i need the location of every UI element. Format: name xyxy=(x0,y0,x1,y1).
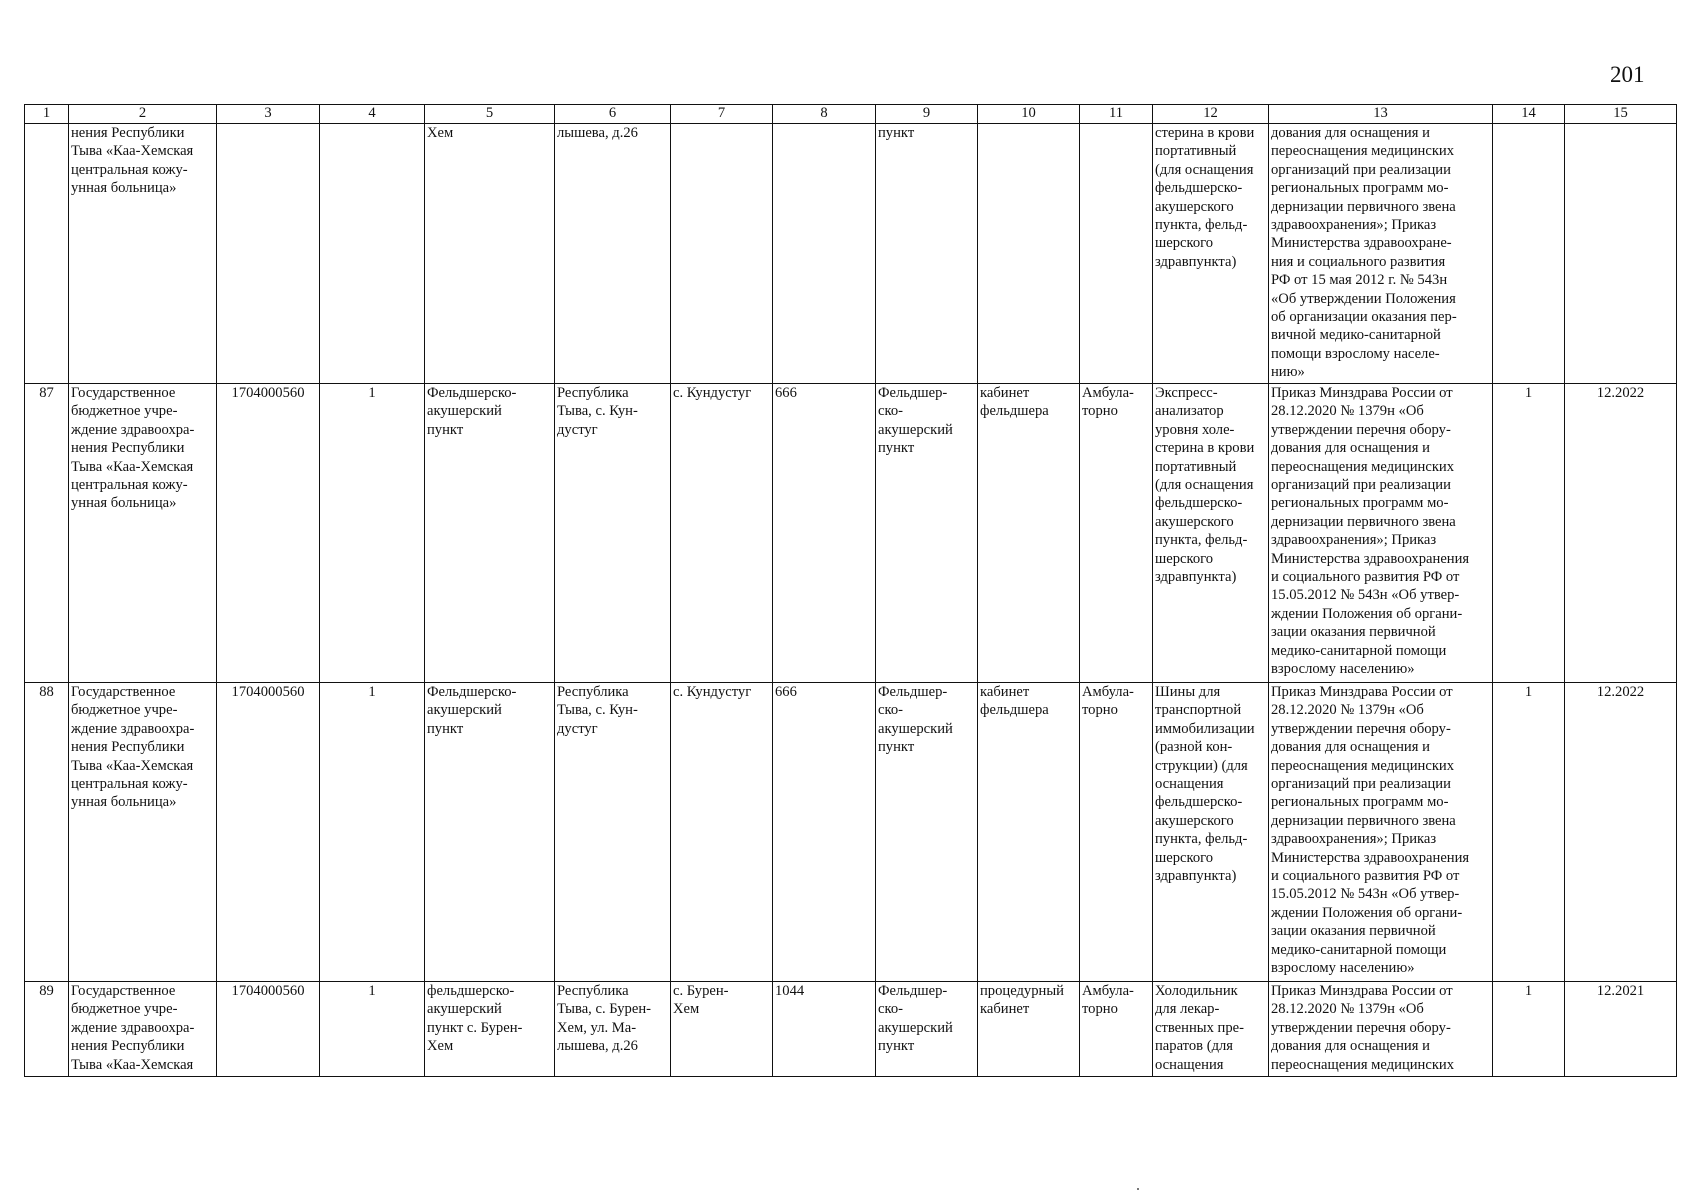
table-cell-col-11 xyxy=(1080,982,1153,1077)
table-cell-col-10 xyxy=(978,683,1080,982)
table-cell-col-8 xyxy=(773,124,876,384)
cell-text: Государственное бюджетное учре- ждение здравоохра- нения Республики Тыва «Каа-Хемская центральная кожу- унная больница» xyxy=(71,385,195,512)
table-cell-col-12 xyxy=(1153,982,1269,1077)
cell-text: с. Кундустуг xyxy=(673,385,752,401)
table-cell-col-3 xyxy=(217,384,320,683)
column-header-5: 5 xyxy=(425,105,555,124)
table-cell-col-9 xyxy=(876,124,978,384)
table-cell-col-9 xyxy=(876,683,978,982)
scan-speck xyxy=(1137,1188,1139,1190)
column-header-9: 9 xyxy=(876,105,978,124)
cell-text: процедурный кабинет xyxy=(980,983,1064,1018)
table-cell-col-5 xyxy=(425,982,555,1077)
column-header-13: 13 xyxy=(1269,105,1493,124)
table-cell-col-6 xyxy=(555,982,671,1077)
table-cell-col-2 xyxy=(69,124,217,384)
table-cell-col-7 xyxy=(671,683,773,982)
table-cell-col-10 xyxy=(978,384,1080,683)
cell-text: 87 xyxy=(39,385,54,401)
column-header-12: 12 xyxy=(1153,105,1269,124)
table-cell-col-6 xyxy=(555,124,671,384)
table-cell-col-10 xyxy=(978,982,1080,1077)
table-cell-col-1 xyxy=(25,384,69,683)
cell-text: 1 xyxy=(368,385,376,401)
table-cell-col-15 xyxy=(1565,384,1677,683)
column-header-2: 2 xyxy=(69,105,217,124)
cell-text: 1 xyxy=(368,684,376,700)
cell-text: дования для оснащения и переоснащения медицинских организаций при реализации региональных программ мо- дернизации первичного звена здравоохранения»; Приказ Министерства здравоохране- ния и социального развития РФ от 15 мая 2012 г. № 543н «Об утверждении Положения об организации оказания пер- вичной медико-санитарной помощи взрослому населе- нию» xyxy=(1271,125,1457,381)
cell-text: Шины для транспортной иммобилизации (разной кон- струкции) (для оснащения фельдшерско- акушерского пункта, фельд- шерского здравпункта) xyxy=(1155,684,1255,885)
table-cell-col-10 xyxy=(978,124,1080,384)
table-cell-col-3 xyxy=(217,982,320,1077)
table-row xyxy=(25,982,1677,1077)
table-cell-col-9 xyxy=(876,384,978,683)
table-cell-col-11 xyxy=(1080,384,1153,683)
table-cell-col-2 xyxy=(69,982,217,1077)
cell-text: 1704000560 xyxy=(231,385,305,401)
cell-text: Фельдшерско- акушерский пункт xyxy=(427,385,517,438)
table-cell-col-4 xyxy=(320,124,425,384)
table-cell-col-4 xyxy=(320,982,425,1077)
table-cell-col-6 xyxy=(555,683,671,982)
cell-text: Республика Тыва, с. Бурен- Хем, ул. Ма- лышева, д.26 xyxy=(557,983,651,1055)
cell-text: Амбула- торно xyxy=(1082,385,1134,420)
cell-text: 666 xyxy=(775,684,797,700)
cell-text: кабинет фельдшера xyxy=(980,684,1049,719)
table-row xyxy=(25,124,1677,384)
table-cell-col-3 xyxy=(217,683,320,982)
column-header-3: 3 xyxy=(217,105,320,124)
cell-text: 1 xyxy=(368,983,376,999)
table-cell-col-5 xyxy=(425,384,555,683)
cell-text: 666 xyxy=(775,385,797,401)
table-row xyxy=(25,384,1677,683)
cell-text: Экспресс- анализатор уровня холе- стерина в крови портативный (для оснащения фельдшерско- акушерского пункта, фельд- шерского здравпункта) xyxy=(1155,385,1255,586)
cell-text: Амбула- торно xyxy=(1082,684,1134,719)
cell-text: Фельдшер- ско- акушерский пункт xyxy=(878,684,953,756)
table-cell-col-12 xyxy=(1153,124,1269,384)
cell-text: Приказ Минздрава России от 28.12.2020 № 1379н «Об утверждении перечня обору- дования для оснащения и переоснащения медицинских xyxy=(1271,983,1455,1073)
table-cell-col-14 xyxy=(1493,124,1565,384)
column-header-15: 15 xyxy=(1565,105,1677,124)
equipment-table xyxy=(24,104,1677,1077)
cell-text: 12.2021 xyxy=(1596,983,1645,999)
cell-text: 88 xyxy=(39,684,54,700)
table-cell-col-13 xyxy=(1269,384,1493,683)
cell-text: с. Бурен- Хем xyxy=(673,983,729,1018)
cell-text: лышева, д.26 xyxy=(557,125,638,141)
cell-text: фельдшерско- акушерский пункт с. Бурен- Хем xyxy=(427,983,523,1055)
table-cell-col-12 xyxy=(1153,683,1269,982)
cell-text: пункт xyxy=(878,125,915,141)
table-cell-col-1 xyxy=(25,124,69,384)
cell-text: Государственное бюджетное учре- ждение здравоохра- нения Республики Тыва «Каа-Хемская центральная кожу- унная больница» xyxy=(71,684,195,811)
table-cell-col-15 xyxy=(1565,683,1677,982)
cell-text: Государственное бюджетное учре- ждение здравоохра- нения Республики Тыва «Каа-Хемская xyxy=(71,983,195,1073)
table-row xyxy=(25,683,1677,982)
table-cell-col-4 xyxy=(320,384,425,683)
column-header-1: 1 xyxy=(25,105,69,124)
column-number-row xyxy=(25,105,1677,124)
table-cell-col-11 xyxy=(1080,124,1153,384)
table-cell-col-4 xyxy=(320,683,425,982)
cell-text: 1044 xyxy=(775,983,805,999)
column-header-10: 10 xyxy=(978,105,1080,124)
table-cell-col-8 xyxy=(773,384,876,683)
cell-text: Хем xyxy=(427,125,454,141)
table-cell-col-14 xyxy=(1493,384,1565,683)
cell-text: нения Республики Тыва «Каа-Хемская центральная кожу- унная больница» xyxy=(71,125,194,197)
cell-text: стерина в крови портативный (для оснащения фельдшерско- акушерского пункта, фельд- шерского здравпункта) xyxy=(1155,125,1255,270)
table-cell-col-3 xyxy=(217,124,320,384)
cell-text: 89 xyxy=(39,983,54,999)
cell-text: Республика Тыва, с. Кун- дустуг xyxy=(557,684,638,737)
cell-text: 12.2022 xyxy=(1596,385,1645,401)
table-cell-col-1 xyxy=(25,683,69,982)
cell-text: кабинет фельдшера xyxy=(980,385,1049,420)
table-cell-col-5 xyxy=(425,124,555,384)
cell-text: 1 xyxy=(1524,684,1533,700)
column-header-14: 14 xyxy=(1493,105,1565,124)
table-cell-col-15 xyxy=(1565,124,1677,384)
column-header-4: 4 xyxy=(320,105,425,124)
table-cell-col-12 xyxy=(1153,384,1269,683)
cell-text: Фельдшер- ско- акушерский пункт xyxy=(878,385,953,457)
column-header-8: 8 xyxy=(773,105,876,124)
cell-text: с. Кундустуг xyxy=(673,684,752,700)
table-cell-col-2 xyxy=(69,683,217,982)
cell-text: 1 xyxy=(1524,983,1533,999)
table-cell-col-8 xyxy=(773,982,876,1077)
column-header-6: 6 xyxy=(555,105,671,124)
table-cell-col-13 xyxy=(1269,124,1493,384)
cell-text: 1704000560 xyxy=(231,983,305,999)
column-header-7: 7 xyxy=(671,105,773,124)
column-header-11: 11 xyxy=(1080,105,1153,124)
table-cell-col-5 xyxy=(425,683,555,982)
table-cell-col-7 xyxy=(671,384,773,683)
table-cell-col-14 xyxy=(1493,982,1565,1077)
table-cell-col-15 xyxy=(1565,982,1677,1077)
table-cell-col-8 xyxy=(773,683,876,982)
cell-text: Амбула- торно xyxy=(1082,983,1134,1018)
cell-text: Холодильник для лекар- ственных пре- паратов (для оснащения xyxy=(1155,983,1244,1073)
page-number: 201 xyxy=(1610,62,1645,87)
cell-text: Фельдшер- ско- акушерский пункт xyxy=(878,983,953,1055)
cell-text: 12.2022 xyxy=(1596,684,1645,700)
cell-text: Приказ Минздрава России от 28.12.2020 № 1379н «Об утверждении перечня обору- дования для оснащения и переоснащения медицинских организаций при реализации региональных программ мо- дернизации первичного звена здравоохранения»; Приказ Министерства здравоохранения и социального развития РФ от 15.05.2012 № 543н «Об утвер- ждении Положения об органи- зации оказания первичной медико-санитарной помощи взрослому населению» xyxy=(1271,385,1470,678)
table-cell-col-2 xyxy=(69,384,217,683)
table-cell-col-14 xyxy=(1493,683,1565,982)
table-cell-col-9 xyxy=(876,982,978,1077)
cell-text: 1 xyxy=(1524,385,1533,401)
cell-text: 1704000560 xyxy=(231,684,305,700)
table-cell-col-7 xyxy=(671,124,773,384)
table-cell-col-6 xyxy=(555,384,671,683)
table-cell-col-7 xyxy=(671,982,773,1077)
cell-text: Республика Тыва, с. Кун- дустуг xyxy=(557,385,638,438)
cell-text: Фельдшерско- акушерский пункт xyxy=(427,684,517,737)
table-cell-col-1 xyxy=(25,982,69,1077)
cell-text: Приказ Минздрава России от 28.12.2020 № 1379н «Об утверждении перечня обору- дования для оснащения и переоснащения медицинских организаций при реализации региональных программ мо- дернизации первичного звена здравоохранения»; Приказ Министерства здравоохранения и социального развития РФ от 15.05.2012 № 543н «Об утвер- ждении Положения об органи- зации оказания первичной медико-санитарной помощи взрослому населению» xyxy=(1271,684,1470,977)
table-cell-col-11 xyxy=(1080,683,1153,982)
table-cell-col-13 xyxy=(1269,982,1493,1077)
table-cell-col-13 xyxy=(1269,683,1493,982)
